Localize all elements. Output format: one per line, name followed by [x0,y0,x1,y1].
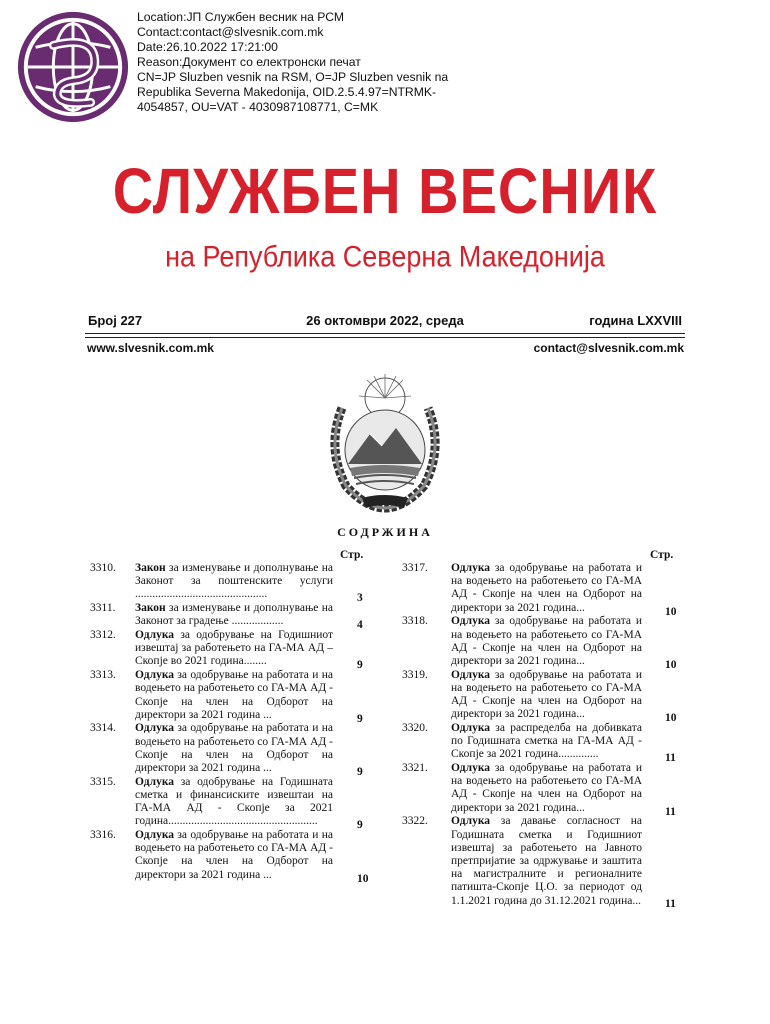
entry-keyword: Одлука [451,562,491,574]
header-rule-bottom [85,337,685,338]
contents-entry[interactable] [90,629,377,672]
entry-number: 3317. [402,562,428,574]
entry-number: 3310. [90,562,116,574]
entry-title [451,815,642,907]
header-rule-top [85,333,685,334]
contents-entry[interactable] [402,815,685,911]
entry-title [135,562,333,602]
entry-number: 3312. [90,629,116,641]
contents-entry[interactable] [90,562,377,605]
entry-text: за одобрување на работата и на водењето на работењето со ГА-МА АД - Скопје на член на Одборот на директори за 2021 година ... [135,722,333,774]
entry-number: 3320. [402,721,428,734]
entry-keyword: Одлука [135,669,175,682]
entry-text: за одобрување на работата и на водењето на работењето со ГА-МА АД - Скопје на член на Одборот на директори за 2021 година... [451,615,642,667]
contents-entry[interactable] [90,602,377,632]
signature-cn: CN=JP Sluzben vesnik na RSM, O=JP Sluzben vesnik na Republika Severna Makedonija, OID.2.5.4.97=NTRMK-4054857, OU=VAT - 4030987108771, C=MK [137,70,452,114]
entry-text: за одобрување на работата и на водењето на работењето со ГА-МА АД - Скопје на член на Одборот на директори за 2021 година... [451,668,642,721]
entry-keyword: Одлука [451,615,491,628]
entry-number: 3319. [402,668,428,681]
entry-number: 3314. [90,722,116,735]
coat-of-arms-icon [312,368,458,516]
entry-page: 9 [357,659,363,672]
entry-page: 9 [357,765,363,778]
contents-entry[interactable] [90,829,377,885]
contents-entry[interactable] [402,721,685,765]
entry-keyword: Закон [135,602,166,615]
contents-entry[interactable] [402,562,685,618]
entry-text: за изменување и дополнување на Законот за градење .................. [135,602,333,628]
website-link[interactable]: www.slvesnik.com.mk [87,341,214,355]
entry-text: за давање согласност на Годишната сметка и Годишниот извештај за работењето на Јавното претпријатие за одржување и заштита на магистралните и регионалните патишта-Скопје Ц.О. за периодот од 1.1.2021 година до 31.12.2021 година... [451,815,642,907]
contents-entry[interactable] [402,668,685,725]
issue-year: година LXXVIII [589,313,682,328]
entry-number: 3321. [402,762,428,774]
issue-number: Број 227 [88,313,143,328]
entry-keyword: Одлука [451,721,491,734]
entry-title [451,669,642,722]
entry-page: 10 [357,872,369,885]
entry-keyword: Одлука [135,629,175,641]
entry-text: за распределба на добивката по Годишната сметка на ГА-МА АД - Скопје за 2021 година.............. [451,721,642,761]
entry-keyword: Одлука [135,829,175,841]
entry-page: 11 [665,752,676,765]
entry-title [135,776,333,829]
entry-number: 3318. [402,615,428,628]
signature-date: Date:26.10.2022 17:21:00 [137,40,278,54]
signature-location: Location:ЈП Службен весник на РСМ [137,10,345,24]
entry-text: за одобрување на работата и на водењето на работењето со ГА-МА АД - Скопје на член на Одборот на директори за 2021 година ... [135,669,333,721]
entry-keyword: Одлука [451,815,491,828]
entry-title [135,669,333,722]
entry-title [135,829,333,882]
contents-entry[interactable] [90,775,377,832]
entry-text: за одобрување на Годишниот извештај за работењето на ГА-МА АД – Скопје во 2021 година........ [135,629,333,668]
issue-date: 26 октомври 2022, среда [306,313,464,328]
entry-number: 3316. [90,829,116,841]
entry-title [135,602,333,628]
entry-title [135,722,333,775]
entry-title [135,629,333,669]
entry-text: за изменување и дополнување на Законот за поштенските услуги .............................................. [135,562,333,601]
signature-reason: Reason:Документ со електронски печат [137,55,361,69]
entry-page: 10 [665,712,677,725]
contents-entry[interactable] [402,762,685,818]
masthead-subtitle: на Република Северна Македонија [165,240,605,274]
contents-entry[interactable] [90,722,377,778]
entry-keyword: Одлука [451,668,491,681]
entry-text: за одобрување на работата и на водењето на работењето со ГА-МА АД - Скопје на член на Одборот на директори за 2021 година... [451,762,642,814]
entry-keyword: Одлука [451,762,491,774]
entry-title [451,615,642,668]
digital-signature [137,10,467,115]
entry-title [451,562,642,615]
entry-page: 11 [665,805,676,818]
entry-page: 9 [357,712,363,725]
entry-page: 10 [665,658,677,671]
entry-number: 3322. [402,815,428,828]
entry-number: 3311. [90,602,116,615]
entry-text: за одобрување на работата и на водењето на работењето со ГА-МА АД - Скопје на член на Одборот на директори за 2021 година ... [135,829,333,881]
contents-heading: СОДРЖИНА [337,525,433,539]
entry-number: 3313. [90,669,116,682]
entry-title [451,722,642,762]
entry-text: за одобрување на Годишната сметка и финансиските извештаи на ГА-МА АД - Скопје за 2021 година.................................................... [135,775,333,828]
entry-text: за одобрување на работата и на водењето на работењето со ГА-МА АД - Скопје на член на Одборот на директори за 2021 година... [451,562,642,614]
entry-keyword: Одлука [135,775,175,788]
email-link[interactable]: contact@slvesnik.com.mk [533,341,684,355]
contents-entry[interactable] [90,669,377,725]
entry-keyword: Закон [135,562,166,574]
entry-keyword: Одлука [135,722,175,735]
entry-number: 3315. [90,775,116,788]
entry-page: 4 [357,619,363,632]
entry-page: 11 [665,898,676,911]
entry-page: 10 [665,605,677,618]
entry-page: 3 [357,592,363,605]
signature-contact: Contact:contact@slvesnik.com.mk [137,25,324,39]
entry-page: 9 [357,819,363,832]
seal-logo-icon [14,8,132,126]
page-label-right: Стр. [650,549,674,561]
entry-title [451,762,642,815]
contents-entry[interactable] [402,615,685,671]
masthead-title: СЛУЖБЕН ВЕСНИК [112,154,658,227]
page-label-left: Стр. [340,549,364,561]
